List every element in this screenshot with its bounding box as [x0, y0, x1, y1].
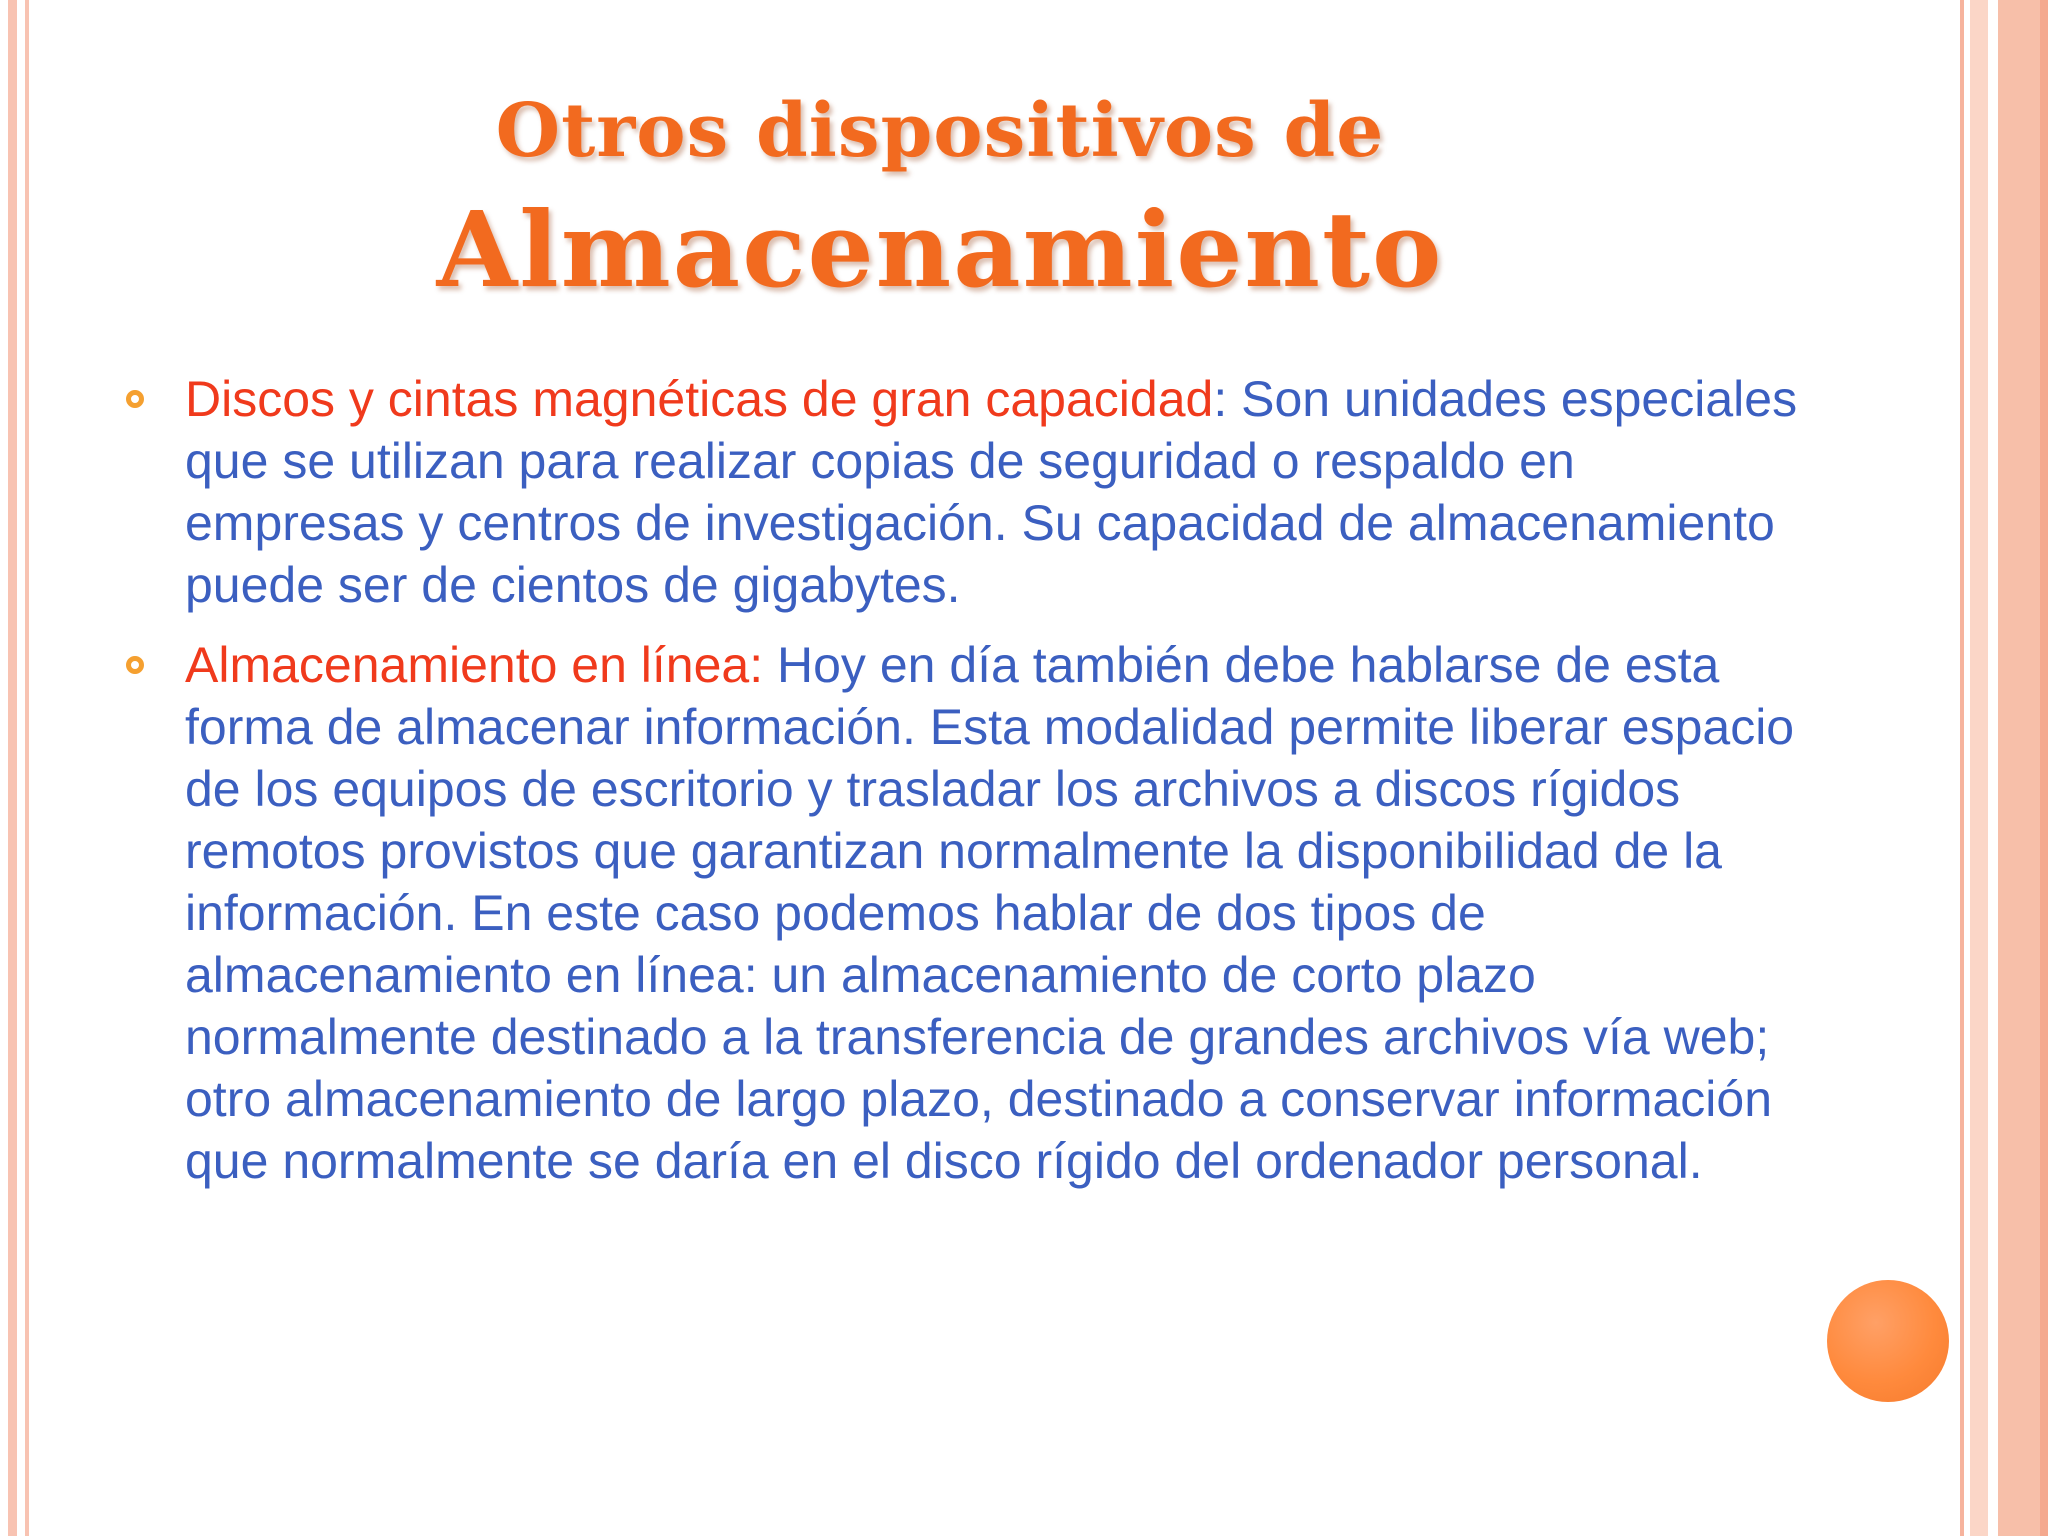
right-decorative-stripe-light	[1970, 0, 1988, 1536]
bullet-text: Hoy en día también debe hablarse de esta forma de almacenar información. Esta modalidad permite liberar espacio de los equipos de escritorio y trasladar los archivos a discos rígidos remotos provistos que garantizan normalmente la disponibilidad de la información. En este caso podemos hablar de dos tipos de almacenamiento en línea: un almacenamiento de corto plazo normalmente destinado a la transferencia de grandes archivos vía web; otro almacenamiento de largo plazo, destinado a conservar información que normalmente se daría en el disco rígido del ordenador personal.	[185, 637, 1795, 1189]
bullet-item-discos-cintas	[0, 368, 1800, 616]
bullet-text: : Son unidades especiales que se utilizan para realizar copias de seguridad o respaldo en empresas y centros de investigación. Su capacidad de almacenamiento puede ser de cientos de gigabytes.	[185, 371, 1798, 613]
right-decorative-stripe-thin	[1960, 0, 1964, 1536]
slide-title-line1: Otros dispositivos de	[495, 88, 1385, 174]
bullet-circle-icon	[126, 656, 144, 674]
bullet-term: Almacenamiento en línea:	[185, 637, 764, 693]
bullet-term: Discos y cintas magnéticas de gran capacidad	[185, 371, 1214, 427]
decorative-circle-icon	[1827, 1280, 1949, 1402]
slide-title-line2: Almacenamiento	[436, 188, 1444, 311]
bullet-item-almacenamiento-linea	[0, 634, 1800, 1192]
bullet-list	[0, 368, 1800, 1210]
right-decorative-edge	[2040, 0, 2048, 1536]
bullet-circle-icon	[126, 390, 144, 408]
